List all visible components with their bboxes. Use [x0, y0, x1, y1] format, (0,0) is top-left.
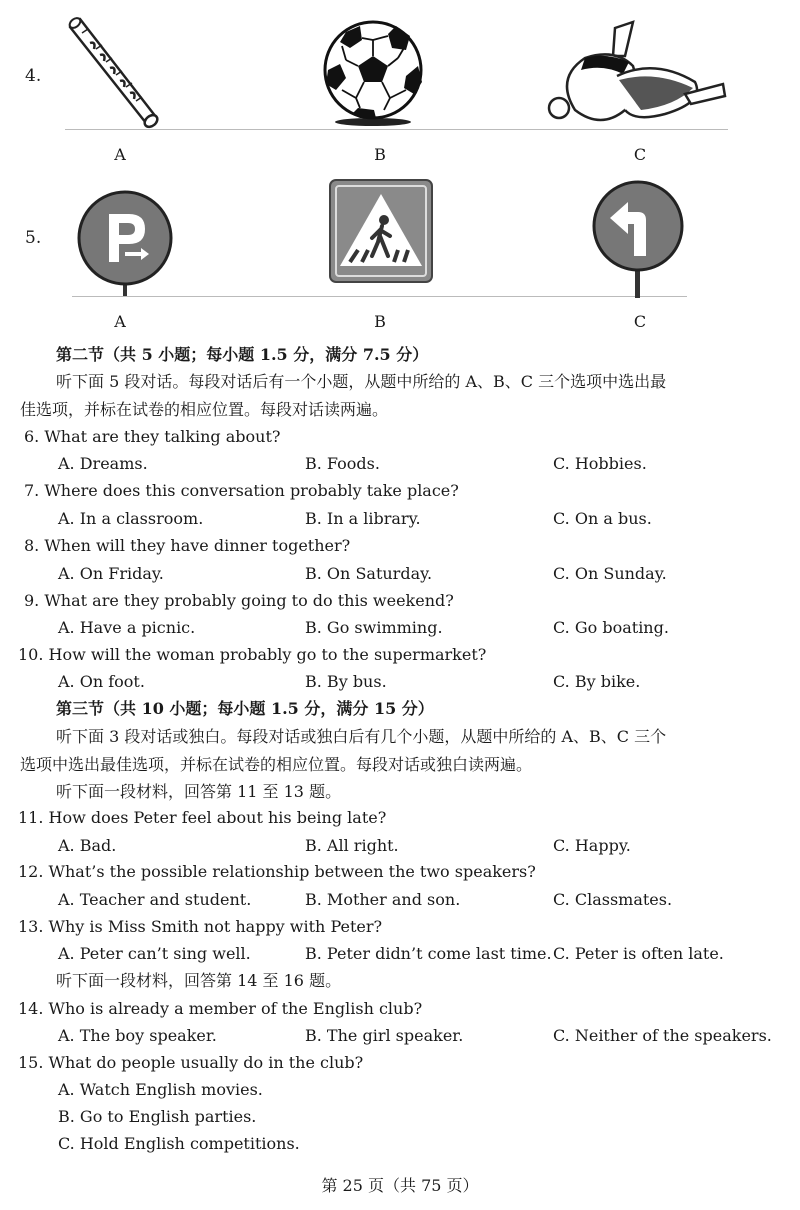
question-11-option-a[interactable]: A. Bad. [58, 836, 117, 855]
question-13-option-a[interactable]: A. Peter can’t sing well. [58, 944, 251, 963]
question-10: 10. How will the woman probably go to the supermarket? [18, 645, 487, 664]
question-7-option-b[interactable]: B. In a library. [305, 509, 421, 528]
parking-sign-icon [75, 188, 175, 296]
section-3-title: 第三节（共 10 小题；每小题 1.5 分，满分 15 分） [56, 699, 434, 718]
question-8-option-c[interactable]: C. On Sunday. [553, 564, 667, 583]
question-5-number: 5. [25, 228, 42, 248]
question-12: 12. What’s the possible relationship between the two speakers? [18, 862, 536, 881]
question-5-option-c[interactable]: C [633, 312, 647, 331]
question-12-option-c[interactable]: C. Classmates. [553, 890, 673, 909]
question-10-option-c[interactable]: C. By bike. [553, 672, 641, 691]
question-14-option-a[interactable]: A. The boy speaker. [58, 1026, 217, 1045]
question-14-option-b[interactable]: B. The girl speaker. [305, 1026, 464, 1045]
question-13-option-c[interactable]: C. Peter is often late. [553, 944, 724, 963]
pedestrian-crossing-sign-icon [328, 178, 434, 284]
question-14: 14. Who is already a member of the English club? [18, 999, 423, 1018]
question-11-option-b[interactable]: B. All right. [305, 836, 399, 855]
question-15-option-b[interactable]: B. Go to English parties. [58, 1107, 257, 1126]
question-4-option-b[interactable]: B [374, 145, 386, 164]
question-5-option-b[interactable]: B [374, 312, 386, 331]
question-13-option-b[interactable]: B. Peter didn’t come last time. [305, 944, 552, 963]
question-6-option-a[interactable]: A. Dreams. [58, 454, 148, 473]
flute-icon [60, 15, 165, 133]
question-15-option-a[interactable]: A. Watch English movies. [58, 1080, 263, 1099]
question-5-option-a[interactable]: A [114, 312, 126, 331]
question-7: 7. Where does this conversation probably take place? [24, 481, 459, 500]
question-9-option-c[interactable]: C. Go boating. [553, 618, 669, 637]
question-14-option-c[interactable]: C. Neither of the speakers. [553, 1026, 772, 1045]
question-8: 8. When will they have dinner together? [24, 536, 351, 555]
section-3-instructions-line-2: 选项中选出最佳选项，并标在试卷的相应位置。每段对话或独白读两遍。 [20, 755, 533, 774]
question-10-option-b[interactable]: B. By bus. [305, 672, 387, 691]
question-15-option-c[interactable]: C. Hold English competitions. [58, 1134, 300, 1153]
question-15: 15. What do people usually do in the club? [18, 1053, 364, 1072]
question-11-option-c[interactable]: C. Happy. [553, 836, 631, 855]
question-13: 13. Why is Miss Smith not happy with Peter? [18, 917, 383, 936]
section-3-instructions-line-1: 听下面 3 段对话或独白。每段对话或独白后有几个小题，从题中所给的 A、B、C 三个 [56, 727, 667, 746]
question-8-option-b[interactable]: B. On Saturday. [305, 564, 433, 583]
ping-pong-paddle-icon [545, 18, 730, 128]
turn-left-sign-icon [588, 180, 688, 298]
question-8-option-a[interactable]: A. On Friday. [58, 564, 164, 583]
section-2-instructions-line-1: 听下面 5 段对话。每段对话后有一个小题，从题中所给的 A、B、C 三个选项中选出最 [56, 372, 667, 391]
question-4-number: 4. [25, 66, 42, 86]
question-11: 11. How does Peter feel about his being late? [18, 808, 387, 827]
question-6-option-b[interactable]: B. Foods. [305, 454, 380, 473]
section-2-title: 第二节（共 5 小题；每小题 1.5 分，满分 7.5 分） [56, 345, 429, 364]
question-6-option-c[interactable]: C. Hobbies. [553, 454, 647, 473]
question-12-option-a[interactable]: A. Teacher and student. [58, 890, 252, 909]
question-7-option-a[interactable]: A. In a classroom. [58, 509, 204, 528]
question-4-option-c[interactable]: C [633, 145, 647, 164]
question-9-option-b[interactable]: B. Go swimming. [305, 618, 443, 637]
question-10-option-a[interactable]: A. On foot. [58, 672, 145, 691]
question-6: 6. What are they talking about? [24, 427, 281, 446]
question-9: 9. What are they probably going to do this weekend? [24, 591, 454, 610]
material-note-14-16: 听下面一段材料，回答第 14 至 16 题。 [56, 971, 342, 990]
section-2-instructions-line-2: 佳选项，并标在试卷的相应位置。每段对话读两遍。 [20, 400, 389, 419]
question-12-option-b[interactable]: B. Mother and son. [305, 890, 461, 909]
page-number-footer: 第 25 页（共 75 页） [321, 1176, 479, 1195]
material-note-11-13: 听下面一段材料，回答第 11 至 13 题。 [56, 782, 342, 801]
question-7-option-c[interactable]: C. On a bus. [553, 509, 652, 528]
question-9-option-a[interactable]: A. Have a picnic. [58, 618, 196, 637]
soccer-ball-icon [318, 18, 428, 128]
question-4-option-a[interactable]: A [114, 145, 126, 164]
